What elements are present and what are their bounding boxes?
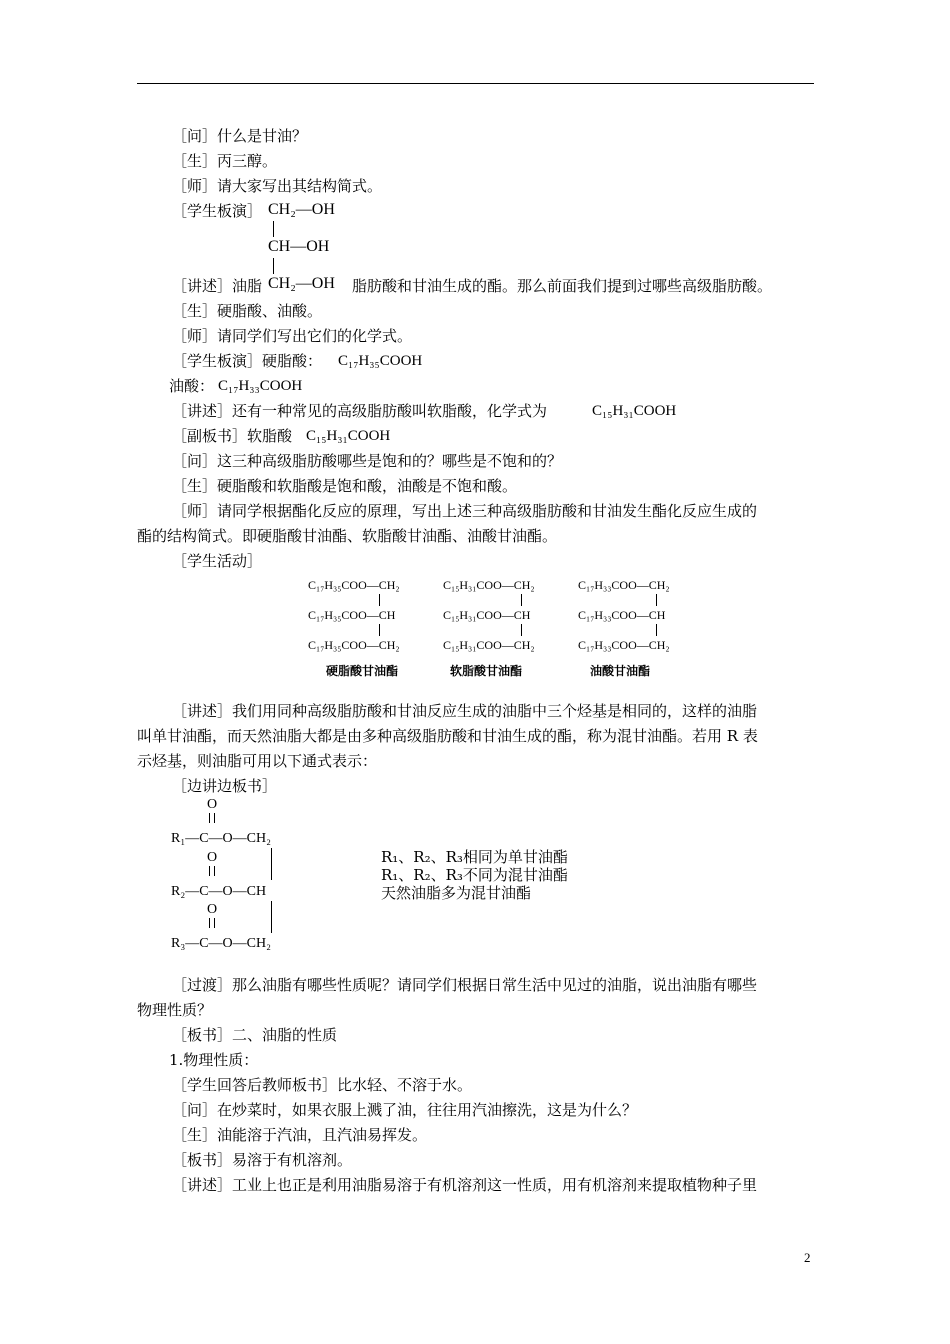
text-line: ［生］丙三醇。 [172, 152, 278, 170]
palmitin-row-1: C₁₅H₃₁COO—CH₂ [443, 578, 535, 592]
oxygen-label: O [207, 850, 218, 865]
oleic-formula: C₁₇H₃₃COOH [218, 378, 303, 394]
text-line: 物理性质？ [137, 1001, 213, 1019]
general-row-1: R₁—C—O—CH₂ [171, 831, 271, 846]
bond [521, 594, 522, 606]
double-bond [209, 918, 215, 928]
stearin-row-3: C₁₇H₃₅COO—CH₂ [308, 638, 400, 652]
text-line: ［问］在炒菜时，如果衣服上溅了油，往往用汽油擦洗，这是为什么？ [172, 1101, 638, 1119]
stearin-caption: 硬脂酸甘油酯 [326, 664, 399, 678]
text-line: ［师］请同学们写出它们的化学式。 [172, 327, 413, 345]
text-line: ［生］硬脂酸、油酸。 [172, 302, 323, 320]
palmitic-formula-2: C₁₅H₃₁COOH [306, 428, 391, 444]
olein-row-2: C₁₇H₃₃COO—CH [578, 608, 666, 622]
text-line: 示烃基，则油脂可用以下通式表示： [137, 752, 378, 770]
text-line: ［学生板演］硬脂酸： [172, 352, 323, 370]
text-line: 1.物理性质： [169, 1051, 259, 1069]
text-line: ［讲述］还有一种常见的高级脂肪酸叫软脂酸，化学式为 [172, 402, 548, 420]
glycerol-bond [273, 258, 274, 274]
formula-note: 天然油脂多为混甘油酯 [381, 884, 532, 902]
bond [271, 848, 272, 880]
text-line: 酯的结构简式。即硬脂酸甘油酯、软脂酸甘油酯、油酸甘油酯。 [137, 527, 558, 545]
double-bond [209, 813, 215, 823]
formula-note: R₁、R₂、R₃相同为单甘油酯 [381, 848, 568, 866]
general-row-3: R₃—C—O—CH₂ [171, 936, 271, 951]
text-line: ［板书］二、油脂的性质 [172, 1026, 338, 1044]
text-line: 叫单甘油酯，而天然油脂大都是由多种高级脂肪酸和甘油生成的酯，称为混甘油酯。若用 R 表 [137, 727, 758, 745]
text-line: ［生］油能溶于汽油，且汽油易挥发。 [172, 1126, 428, 1144]
text-line: ［讲述］工业上也正是利用油脂易溶于有机溶剂这一性质，用有机溶剂来提取植物种子里 [172, 1176, 758, 1194]
palmitin-caption: 软脂酸甘油酯 [450, 664, 523, 678]
palmitin-row-2: C₁₅H₃₁COO—CH [443, 608, 531, 622]
text-line: 油酸： [169, 377, 215, 395]
olein-row-3: C₁₇H₃₃COO—CH₂ [578, 638, 670, 652]
text-line: ［板书］易溶于有机溶剂。 [172, 1151, 353, 1169]
palmitin-row-3: C₁₅H₃₁COO—CH₂ [443, 638, 535, 652]
glycerol-bond [273, 221, 274, 237]
text-line: ［学生活动］ [172, 552, 263, 570]
text-line: ［讲述］我们用同种高级脂肪酸和甘油反应生成的油脂中三个烃基是相同的，这样的油脂 [172, 702, 758, 720]
stearic-formula: C₁₇H₃₅COOH [338, 353, 423, 369]
text-line: ［问］什么是甘油？ [172, 127, 308, 145]
general-row-2: R₂—C—O—CH [171, 884, 267, 899]
bond [656, 594, 657, 606]
text-line: ［学生回答后教师板书］比水轻、不溶于水。 [172, 1076, 473, 1094]
page-number: 2 [804, 1250, 811, 1265]
header-rule [137, 83, 814, 84]
glycerol-row-1: CH₂—OH [268, 201, 335, 218]
glycerol-row-3: CH₂—OH [268, 275, 335, 292]
formula-note: R₁、R₂、R₃不同为混甘油酯 [381, 866, 568, 884]
double-bond [209, 866, 215, 876]
text-line: ［副板书］软脂酸 [172, 427, 293, 445]
bond [379, 624, 380, 636]
text-line: ［学生板演］ [172, 202, 263, 220]
bond [271, 901, 272, 933]
bond [656, 624, 657, 636]
palmitic-formula: C₁₅H₃₁COOH [592, 403, 677, 419]
glycerol-row-2: CH—OH [268, 238, 330, 255]
text-line: ［讲述］油脂 [172, 277, 263, 295]
bond [521, 624, 522, 636]
text-line: ［边讲边板书］ [172, 777, 278, 795]
text-line: ［过渡］那么油脂有哪些性质呢？请同学们根据日常生活中见过的油脂，说出油脂有哪些 [172, 976, 758, 994]
bond [379, 594, 380, 606]
text-line: ［问］这三种高级脂肪酸哪些是饱和的？哪些是不饱和的？ [172, 452, 563, 470]
stearin-row-1: C₁₇H₃₅COO—CH₂ [308, 578, 400, 592]
olein-row-1: C₁₇H₃₃COO—CH₂ [578, 578, 670, 592]
text-line: ［生］硬脂酸和软脂酸是饱和酸，油酸是不饱和酸。 [172, 477, 518, 495]
oxygen-label: O [207, 797, 218, 812]
olein-caption: 油酸甘油酯 [590, 664, 651, 678]
text-line: ［师］请同学根据酯化反应的原理，写出上述三种高级脂肪酸和甘油发生酯化反应生成的 [172, 502, 758, 520]
text-line: ［师］请大家写出其结构简式。 [172, 177, 383, 195]
text-line: 脂肪酸和甘油生成的酯。那么前面我们提到过哪些高级脂肪酸。 [352, 277, 773, 295]
stearin-row-2: C₁₇H₃₅COO—CH [308, 608, 396, 622]
oxygen-label: O [207, 902, 218, 917]
